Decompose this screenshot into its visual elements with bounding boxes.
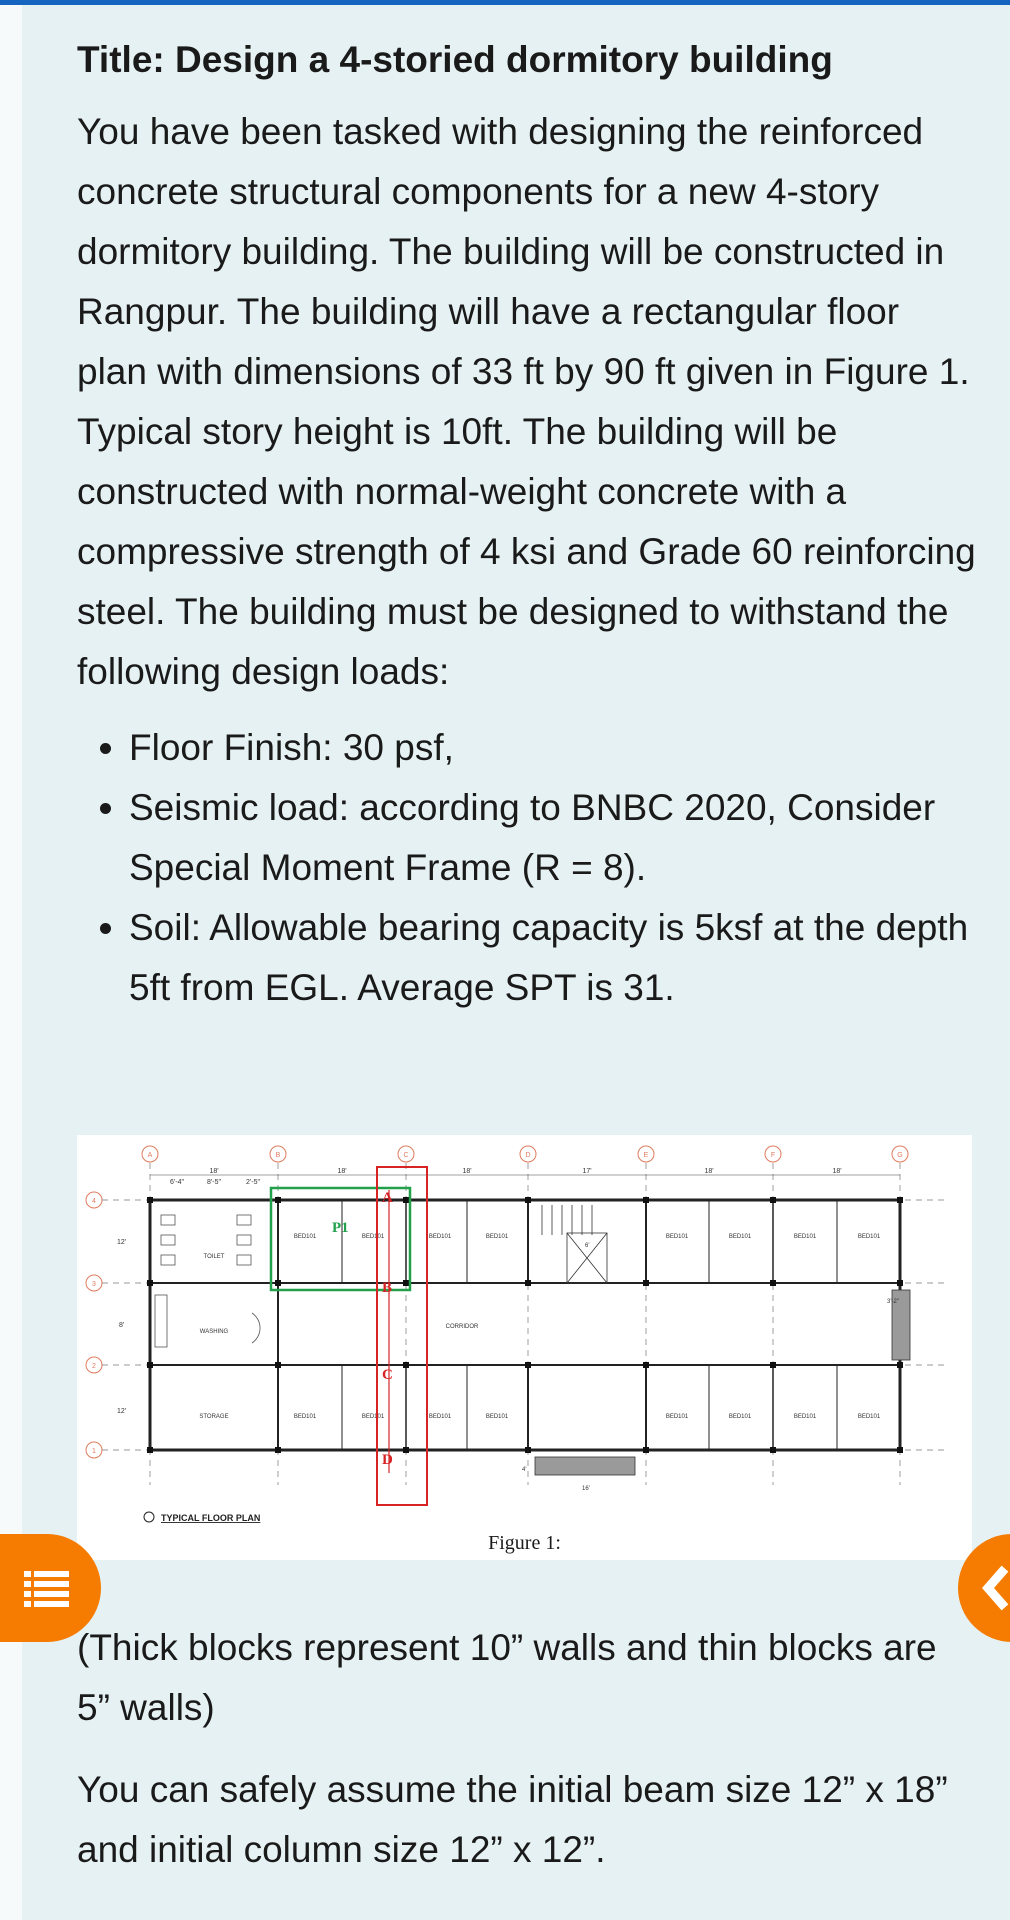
room-label: BED101 xyxy=(361,1414,385,1420)
room-label: BED101 xyxy=(428,1414,452,1420)
small-dimension: 4' xyxy=(522,1467,527,1473)
room-label: BED101 xyxy=(793,1414,817,1420)
intro-paragraph: You have been tasked with designing the reinforced concrete structural components for a new 4-story dormitory building. The building will be constructed in Rangpur. The building will have a rectangular floor plan with dimensions of 33 ft by 90 ft given in Figure 1. Typical story height is 10ft. The building will be constructed with normal-weight concrete with a compressive strength of 4 ksi and Grade 60 reinforcing steel. The building must be designed to withstand the following design loads: xyxy=(77,111,976,692)
exterior-walls xyxy=(150,1200,900,1450)
question-title: Title: Design a 4-storied dormitory building xyxy=(77,39,833,80)
grid-number: 2 xyxy=(92,1363,96,1370)
stair xyxy=(542,1205,607,1283)
planter xyxy=(535,1457,635,1475)
strip-label: B xyxy=(382,1280,393,1296)
size-assumption: You can safely assume the initial beam size 12” x 18” and initial column size 12” x 12”. xyxy=(77,1769,948,1870)
room-label: BED101 xyxy=(293,1414,317,1420)
floor-plan-drawing xyxy=(77,1135,972,1525)
room-label: BED101 xyxy=(793,1234,817,1240)
room-label: STORAGE xyxy=(199,1414,229,1420)
grid-letter: E xyxy=(643,1152,649,1159)
left-dim: 12' xyxy=(117,1239,127,1246)
room-label: WASHING xyxy=(199,1329,229,1335)
grid-numbers xyxy=(92,1198,96,1455)
floor-plan-figure xyxy=(77,1135,972,1560)
sub-dimension: 8'-5" xyxy=(207,1179,221,1186)
wall-note: (Thick blocks represent 10” walls and thin blocks are 5” walls) xyxy=(77,1627,937,1728)
grid-number: 3 xyxy=(92,1281,96,1288)
left-dim: 12' xyxy=(117,1408,127,1415)
room-label: BED101 xyxy=(485,1414,509,1420)
left-dim: 8' xyxy=(119,1322,125,1329)
strip-labels xyxy=(382,1190,393,1468)
stair-dimension: 6' xyxy=(585,1243,590,1249)
notes-section xyxy=(77,1618,977,1902)
grid-letter: D xyxy=(525,1152,531,1159)
bottom-dimension: 16' xyxy=(582,1486,590,1492)
load-item-soil: • Soil: Allowable bearing capacity is 5ksf at the depth 5ft from EGL. Average SPT is 31. xyxy=(129,898,977,1018)
plan-title-symbol-icon xyxy=(144,1512,154,1522)
span-label: 18' xyxy=(832,1168,842,1175)
span-label: 18' xyxy=(462,1168,472,1175)
sub-dimension: 2'-5" xyxy=(246,1179,260,1186)
left-dimensions xyxy=(117,1239,126,1415)
right-dimension: 3'-2" xyxy=(887,1299,899,1305)
grid-number: 4 xyxy=(92,1198,96,1205)
room-label: BED101 xyxy=(361,1234,385,1240)
span-dimensions xyxy=(170,1168,842,1186)
strip-label: C xyxy=(382,1367,393,1383)
room-label: BED101 xyxy=(485,1234,509,1240)
room-label: TOILET xyxy=(203,1254,225,1260)
grid-lines xyxy=(102,1163,947,1485)
load-item-floor-finish: • Floor Finish: 30 psf, xyxy=(129,718,977,778)
columns xyxy=(147,1197,903,1453)
top-accent-bar xyxy=(0,0,1010,5)
grid-letter: A xyxy=(147,1152,153,1159)
room-label: BED101 xyxy=(857,1414,881,1420)
plan-title-text: TYPICAL FLOOR PLAN xyxy=(161,1513,261,1523)
sub-dimension: 6'-4" xyxy=(170,1179,184,1186)
room-label: BED101 xyxy=(728,1234,752,1240)
grid-letter: F xyxy=(770,1152,776,1159)
room-labels xyxy=(199,1234,880,1420)
grid-letter: G xyxy=(897,1152,903,1159)
grid-bubbles-left xyxy=(86,1192,102,1458)
span-label: 18' xyxy=(704,1168,714,1175)
toilet-fixtures xyxy=(155,1215,260,1347)
span-label: 17' xyxy=(582,1168,592,1175)
figure-caption: Figure 1: xyxy=(488,1532,561,1554)
strip-label: D xyxy=(382,1452,393,1468)
room-label: BED101 xyxy=(728,1414,752,1420)
plan-title xyxy=(144,1512,260,1523)
grid-letter: B xyxy=(275,1152,281,1159)
design-loads-list xyxy=(77,718,977,1018)
room-label: CORRIDOR xyxy=(445,1324,479,1330)
room-label: BED101 xyxy=(665,1234,689,1240)
load-item-seismic: • Seismic load: according to BNBC 2020, Consider Special Moment Frame (R = 8). xyxy=(129,778,977,898)
room-label: BED101 xyxy=(857,1234,881,1240)
span-label: 18' xyxy=(209,1168,219,1175)
question-content xyxy=(77,30,977,1018)
strip-label: A xyxy=(382,1190,393,1206)
grid-letter: C xyxy=(403,1152,409,1159)
room-label: BED101 xyxy=(428,1234,452,1240)
room-label: BED101 xyxy=(665,1414,689,1420)
grid-number: 1 xyxy=(92,1448,96,1455)
panel-p1-label: P1 xyxy=(332,1220,349,1236)
room-label: BED101 xyxy=(293,1234,317,1240)
span-label: 18' xyxy=(337,1168,347,1175)
grid-letters xyxy=(148,1152,903,1159)
